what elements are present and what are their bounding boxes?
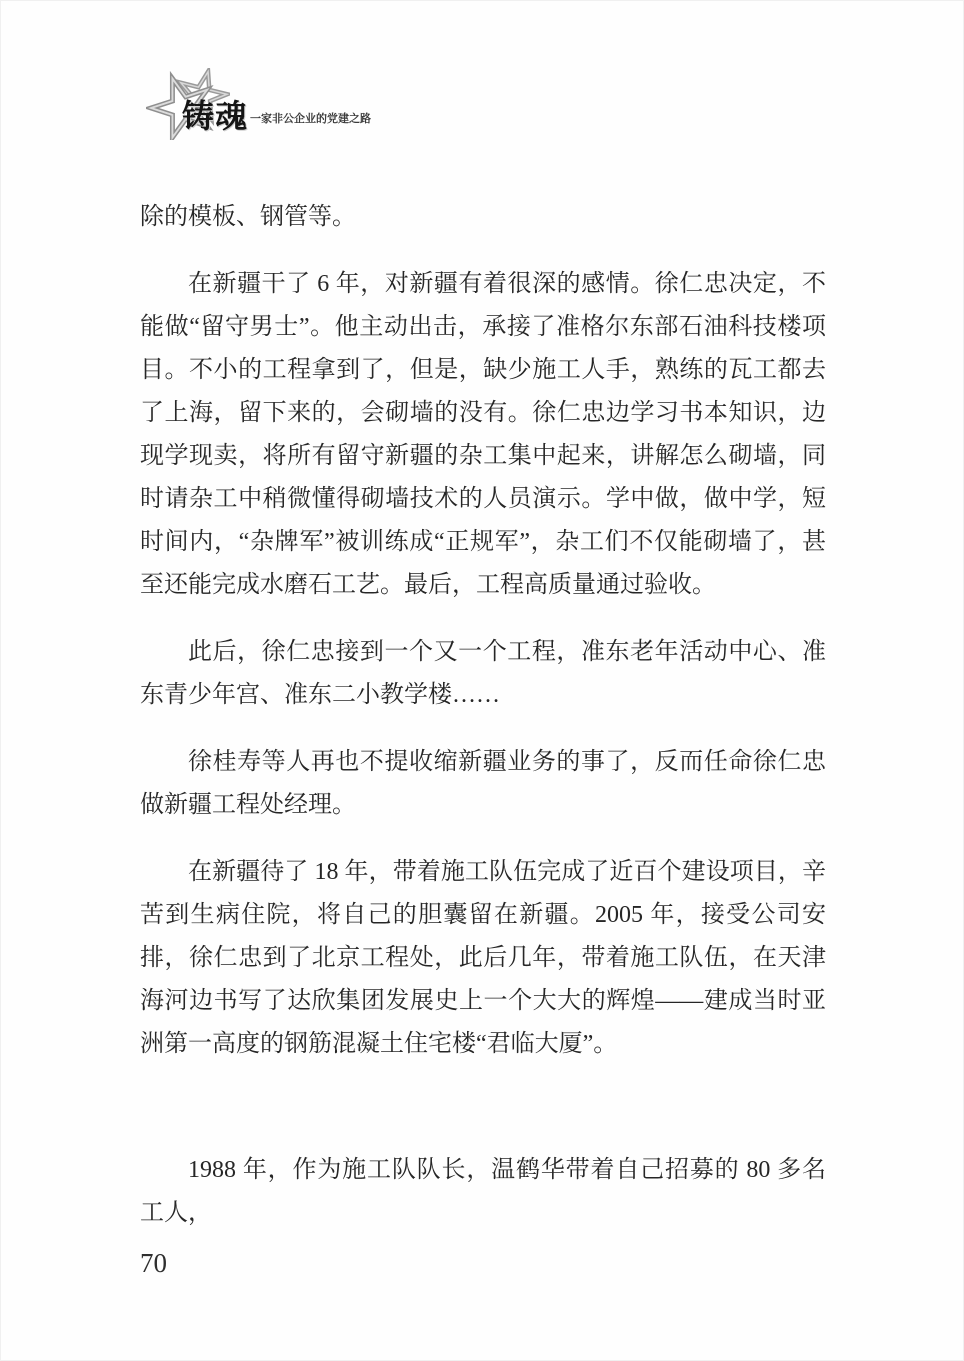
book-subtitle: 一家非公企业的党建之路 bbox=[250, 113, 371, 125]
book-title: 铸魂 bbox=[182, 98, 249, 134]
page-number: 70 bbox=[140, 1248, 167, 1278]
paragraph: 徐桂寿等人再也不提收缩新疆业务的事了，反而任命徐仁忠做新疆工程处经理。 bbox=[140, 749, 826, 818]
page-body-text bbox=[140, 196, 826, 1235]
paragraph: 除的模板、钢管等。 bbox=[140, 204, 356, 230]
paragraph: 在新疆干了 6 年，对新疆有着很深的感情。徐仁忠决定，不能做“留守男士”。他主动出击，承接了准格尔东部石油科技楼项目。不小的工程拿到了，但是，缺少施工人手，熟练的瓦工都去了上海，留下来的，会砌墙的没有。徐仁忠边学习书本知识，边现学现卖，将所有留守新疆的杂工集中起来，讲解怎么砌墙，同时请杂工中稍微懂得砌墙技术的人员演示。学中做，做中学，短时间内，“杂牌军”被训练成“正规军”，杂工们不仅能砌墙了，甚至还能完成水磨石工艺。最后，工程高质量通过验收。 bbox=[140, 271, 826, 598]
paragraph: 此后，徐仁忠接到一个又一个工程，准东老年活动中心、准东青少年宫、准东二小教学楼…… bbox=[140, 639, 826, 708]
paragraph: 在新疆待了 18 年，带着施工队伍完成了近百个建设项目，辛苦到生病住院，将自己的胆囊留在新疆。2005 年，接受公司安排，徐仁忠到了北京工程处，此后几年，带着施工队伍，在天津海河边书写了达欣集团发展史上一个大大的辉煌——建成当时亚洲第一高度的钢筋混凝土住宅楼“君临大厦”。 bbox=[140, 859, 826, 1057]
book-header-logo bbox=[146, 68, 606, 158]
paragraph: 1988 年，作为施工队队长，温鹤华带着自己招募的 80 多名工人， bbox=[140, 1157, 826, 1226]
